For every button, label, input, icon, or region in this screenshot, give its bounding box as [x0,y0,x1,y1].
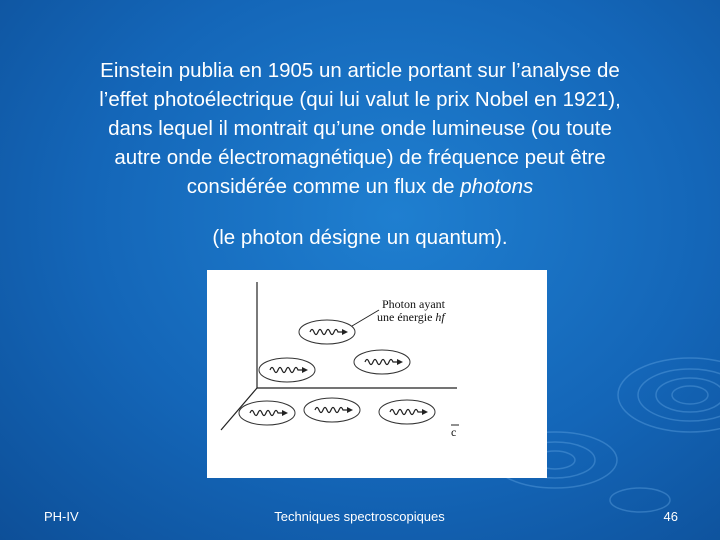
photon-caption: (le photon désigne un quantum). [212,226,508,249]
photon-5-wave [315,408,349,413]
page-number: 46 [663,509,678,524]
photon-flux-figure [207,270,547,478]
photon-label-line1: Photon ayant [382,297,445,311]
photon-label-line2-text: une énergie [377,310,436,324]
paragraph-line-1: Einstein publia en 1905 un article portant sur l’analyse de [100,59,620,82]
velocity-label: c [451,425,457,439]
photon-6-wave [390,410,424,415]
photon-1-wave [310,330,344,335]
energy-variable: hf [435,310,445,324]
paragraph-line-4: autre onde électromagnétique) de fréquence peut être [114,146,606,169]
photon-4-arrowhead [282,410,288,416]
photon-label-line2 [377,310,446,324]
paragraph-line-2: l’effet photoélectrique (qui lui valut le prix Nobel en 1921), [99,88,621,111]
axis-oblique [221,388,257,430]
photon-5-arrowhead [347,407,353,413]
paragraph-line-5 [40,172,680,201]
photon-2-wave [270,368,304,373]
photon-2-arrowhead [302,367,308,373]
photon-4-wave [250,411,284,416]
photon-3-wave [365,360,399,365]
paragraph-line-3: dans lequel il montrait qu’une onde lumineuse (ou toute [108,117,612,140]
photon-6-arrowhead [422,409,428,415]
main-paragraph [40,56,680,201]
footer-course-code: PH-IV [44,509,79,524]
footer-title: Techniques spectroscopiques [274,509,445,524]
photons-emphasis: photons [460,175,534,198]
label-pointer-line [352,310,379,326]
paragraph-line-5-text: considérée comme un flux de [186,175,461,198]
photon-1-arrowhead [342,329,348,335]
photon-diagram [207,270,547,478]
photon-3-arrowhead [397,359,403,365]
